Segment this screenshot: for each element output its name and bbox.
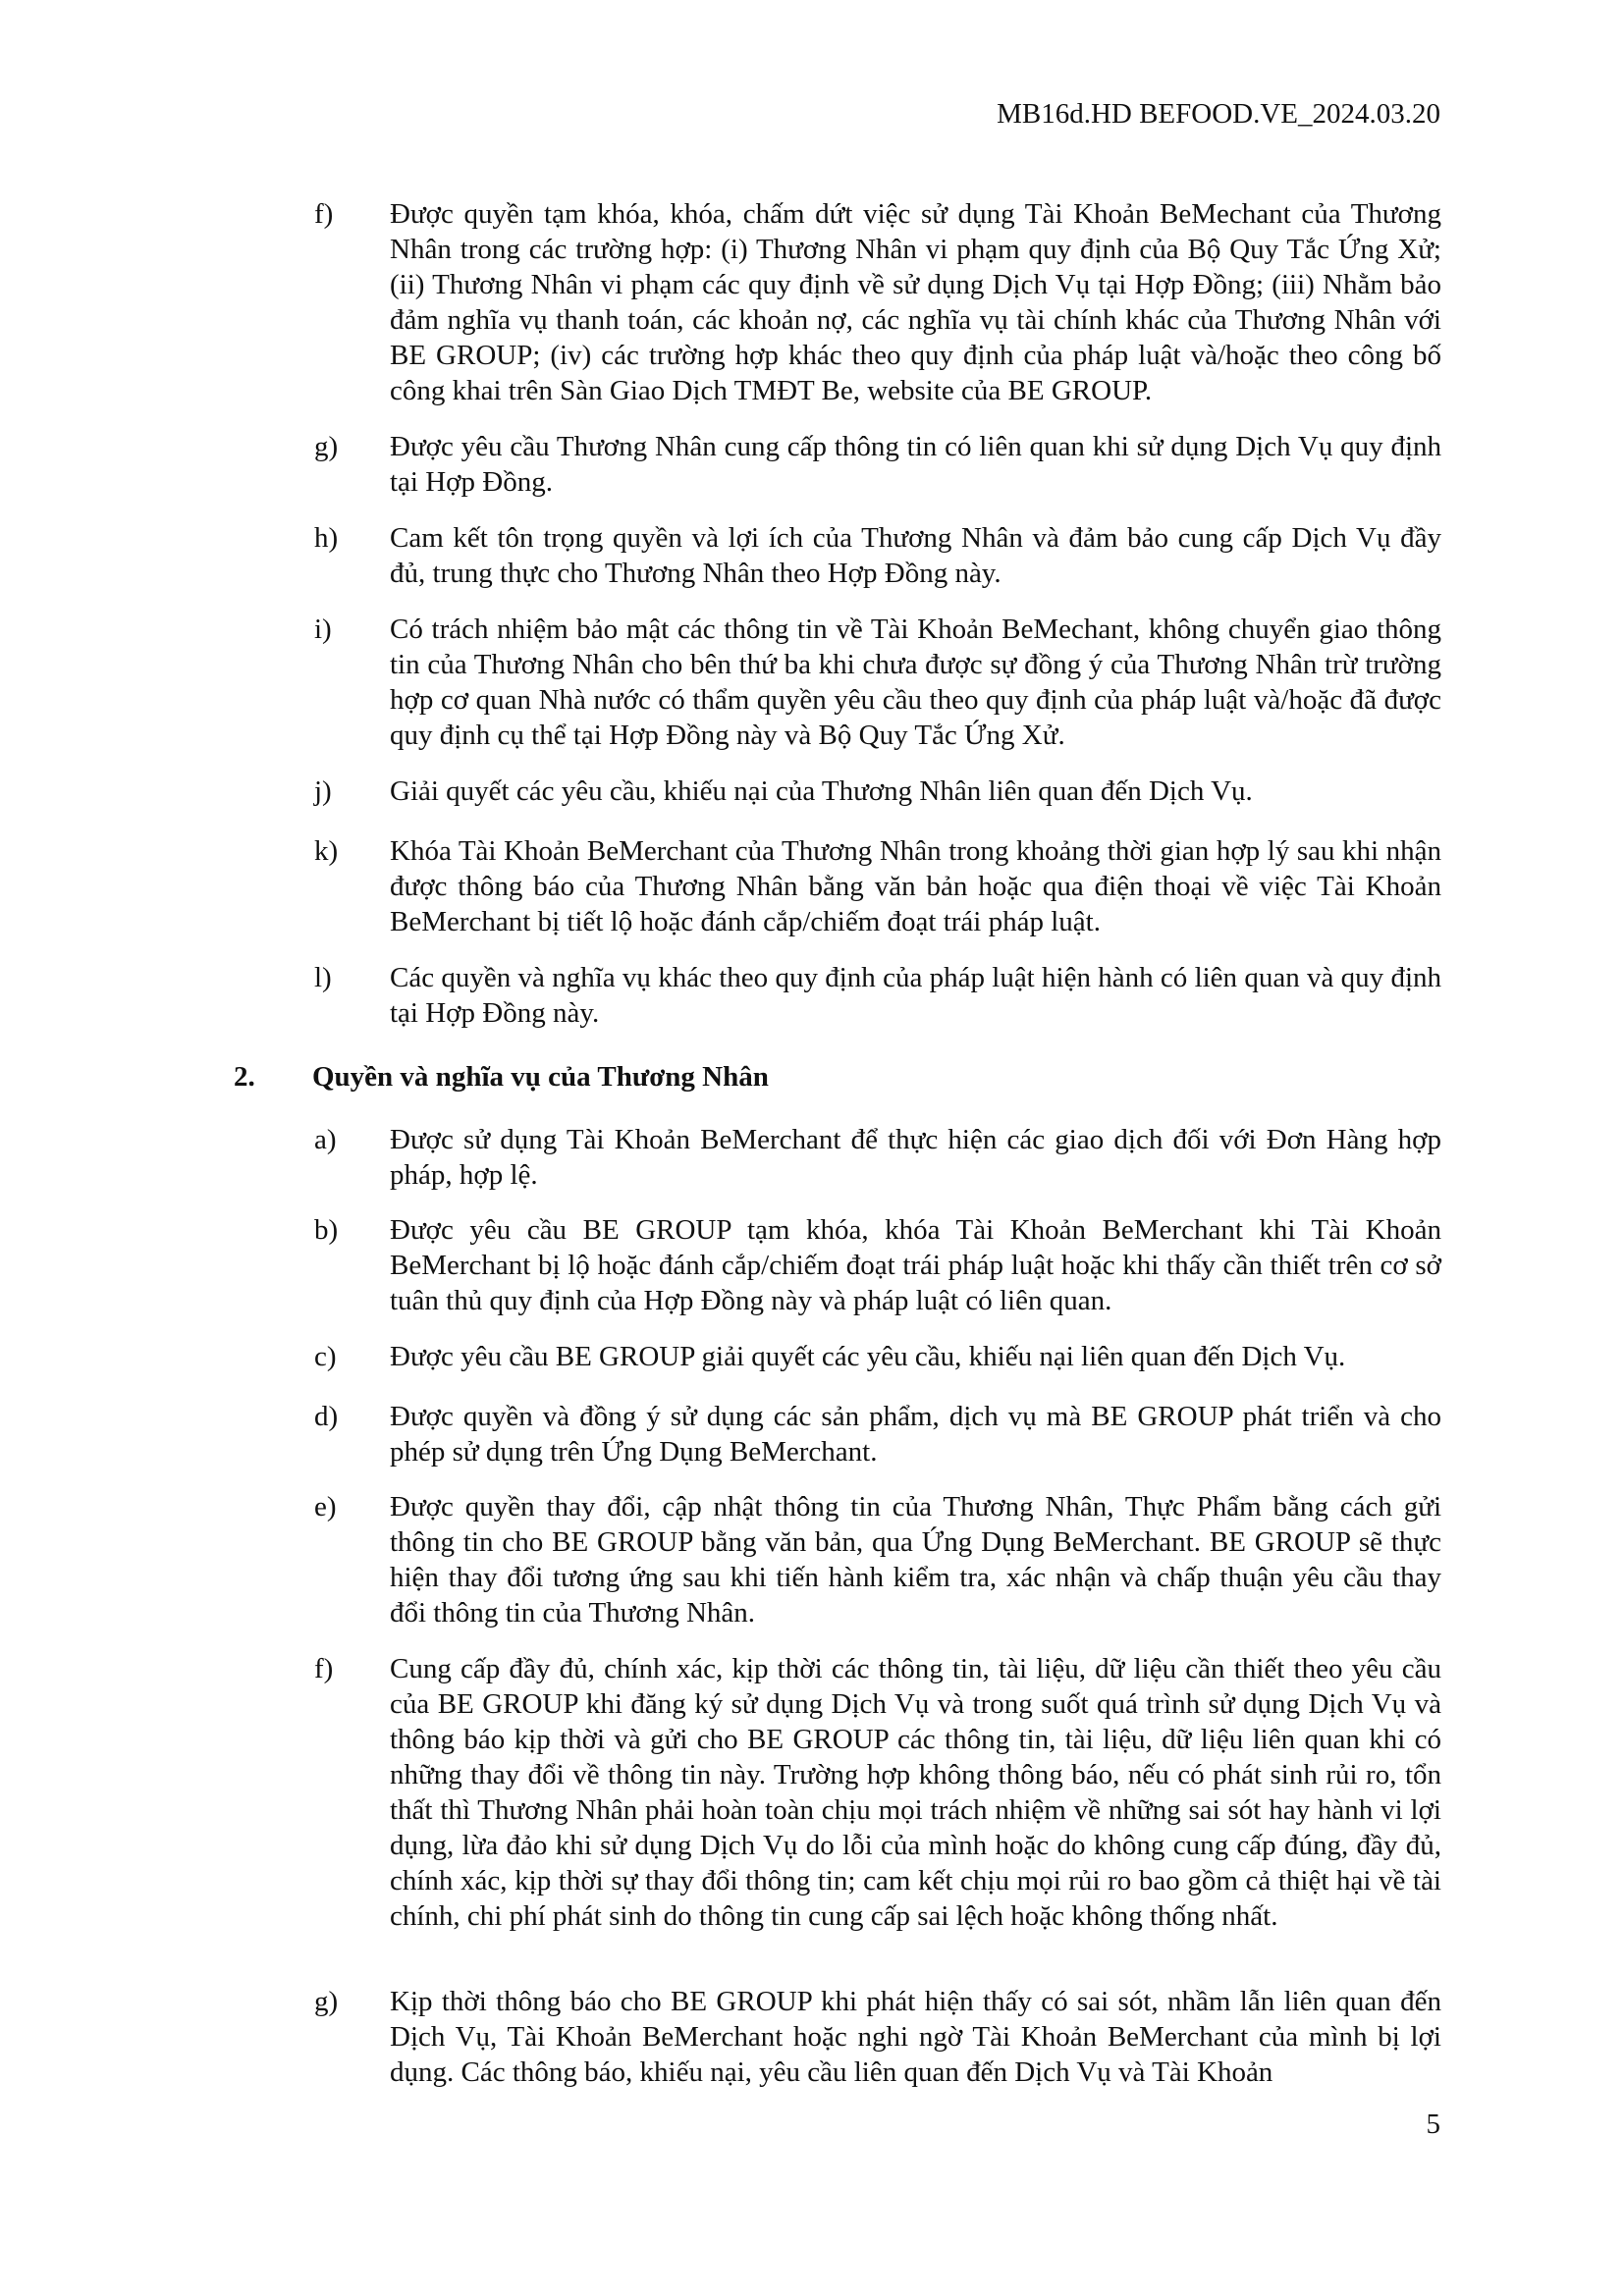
list-marker: k) xyxy=(314,835,339,867)
list-item-text: Được quyền và đồng ý sử dụng các sản phẩm, dịch vụ mà BE GROUP phát triển và cho phép sử dụng trên Ứng Dụng BeMerchant. xyxy=(390,1401,1441,1468)
list-marker: j) xyxy=(314,775,332,807)
document-code: MB16d.HD BEFOOD.VE_2024.03.20 xyxy=(997,98,1440,130)
list-marker: l) xyxy=(314,962,332,993)
page-number: 5 xyxy=(1426,2109,1440,2140)
list-marker: f) xyxy=(314,198,334,230)
list-marker: c) xyxy=(314,1341,337,1372)
list-item-text: Các quyền và nghĩa vụ khác theo quy định của pháp luật hiện hành có liên quan và quy định tại Hợp Đồng này. xyxy=(390,962,1441,1029)
list-item-text: Kịp thời thông báo cho BE GROUP khi phát hiện thấy có sai sót, nhầm lẫn liên quan đến Dịch Vụ, Tài Khoản BeMerchant hoặc nghi ngờ Tài Khoản BeMerchant của mình bị lợi dụng. Các thông báo, khiếu nại, yêu cầu liên quan đến Dịch Vụ và Tài Khoản xyxy=(390,1986,1441,2088)
list-marker: f) xyxy=(314,1653,334,1684)
list-marker: b) xyxy=(314,1214,339,1246)
section-number: 2. xyxy=(234,1061,255,1093)
list-marker: g) xyxy=(314,431,339,462)
list-item-text: Được quyền thay đổi, cập nhật thông tin của Thương Nhân, Thực Phẩm bằng cách gửi thông tin cho BE GROUP bằng văn bản, qua Ứng Dụng BeMerchant. BE GROUP sẽ thực hiện thay đổi tương ứng sau khi tiến hành kiểm tra, xác nhận và chấp thuận yêu cầu thay đổi thông tin của Thương Nhân. xyxy=(390,1491,1441,1629)
list-item-text: Được yêu cầu Thương Nhân cung cấp thông tin có liên quan khi sử dụng Dịch Vụ quy định tại Hợp Đồng. xyxy=(390,431,1441,498)
list-item-text: Được yêu cầu BE GROUP tạm khóa, khóa Tài Khoản BeMerchant khi Tài Khoản BeMerchant bị lộ hoặc đánh cắp/chiếm đoạt trái pháp luật hoặc khi thấy cần thiết trên cơ sở tuân thủ quy định của Hợp Đồng này và pháp luật có liên quan. xyxy=(390,1214,1441,1316)
list-marker: i) xyxy=(314,614,332,645)
list-marker: h) xyxy=(314,522,339,554)
list-marker: e) xyxy=(314,1491,337,1522)
list-item-text: Được quyền tạm khóa, khóa, chấm dứt việc sử dụng Tài Khoản BeMechant của Thương Nhân trong các trường hợp: (i) Thương Nhân vi phạm quy định của Bộ Quy Tắc Ứng Xử; (ii) Thương Nhân vi phạm các quy định về sử dụng Dịch Vụ tại Hợp Đồng; (iii) Nhằm bảo đảm nghĩa vụ thanh toán, các khoản nợ, các nghĩa vụ tài chính khác của Thương Nhân với BE GROUP; (iv) các trường hợp khác theo quy định của pháp luật và/hoặc theo công bố công khai trên Sàn Giao Dịch TMĐT Be, website của BE GROUP. xyxy=(390,198,1441,406)
list-marker: g) xyxy=(314,1986,339,2017)
list-item-text: Giải quyết các yêu cầu, khiếu nại của Thương Nhân liên quan đến Dịch Vụ. xyxy=(390,775,1253,807)
list-marker: a) xyxy=(314,1124,337,1155)
list-item-text: Cam kết tôn trọng quyền và lợi ích của Thương Nhân và đảm bảo cung cấp Dịch Vụ đầy đủ, trung thực cho Thương Nhân theo Hợp Đồng này. xyxy=(390,522,1441,589)
list-item-text: Có trách nhiệm bảo mật các thông tin về Tài Khoản BeMechant, không chuyển giao thông tin của Thương Nhân cho bên thứ ba khi chưa được sự đồng ý của Thương Nhân trừ trường hợp cơ quan Nhà nước có thẩm quyền yêu cầu theo quy định của pháp luật và/hoặc đã được quy định cụ thể tại Hợp Đồng này và Bộ Quy Tắc Ứng Xử. xyxy=(390,614,1441,751)
list-item-text: Cung cấp đầy đủ, chính xác, kịp thời các thông tin, tài liệu, dữ liệu cần thiết theo yêu cầu của BE GROUP khi đăng ký sử dụng Dịch Vụ và trong suốt quá trình sử dụng Dịch Vụ và thông báo kịp thời và gửi cho BE GROUP các thông tin, tài liệu, dữ liệu liên quan khi có những thay đổi về thông tin này. Trường hợp không thông báo, nếu có phát sinh rủi ro, tổn thất thì Thương Nhân phải hoàn toàn chịu mọi trách nhiệm về những sai sót hay hành vi lợi dụng, lừa đảo khi sử dụng Dịch Vụ do lỗi của mình hoặc do không cung cấp đúng, đầy đủ, chính xác, kịp thời sự thay đổi thông tin; cam kết chịu mọi rủi ro bao gồm cả thiệt hại về tài chính, chi phí phát sinh do thông tin cung cấp sai lệch hoặc không thống nhất. xyxy=(390,1653,1441,1932)
list-item-text: Được sử dụng Tài Khoản BeMerchant để thực hiện các giao dịch đối với Đơn Hàng hợp pháp, hợp lệ. xyxy=(390,1124,1441,1191)
list-marker: d) xyxy=(314,1401,339,1432)
section-title: Quyền và nghĩa vụ của Thương Nhân xyxy=(312,1061,769,1093)
list-item-text: Khóa Tài Khoản BeMerchant của Thương Nhân trong khoảng thời gian hợp lý sau khi nhận được thông báo của Thương Nhân bằng văn bản hoặc qua điện thoại về việc Tài Khoản BeMerchant bị tiết lộ hoặc đánh cắp/chiếm đoạt trái pháp luật. xyxy=(390,835,1441,937)
list-item-text: Được yêu cầu BE GROUP giải quyết các yêu cầu, khiếu nại liên quan đến Dịch Vụ. xyxy=(390,1341,1346,1372)
